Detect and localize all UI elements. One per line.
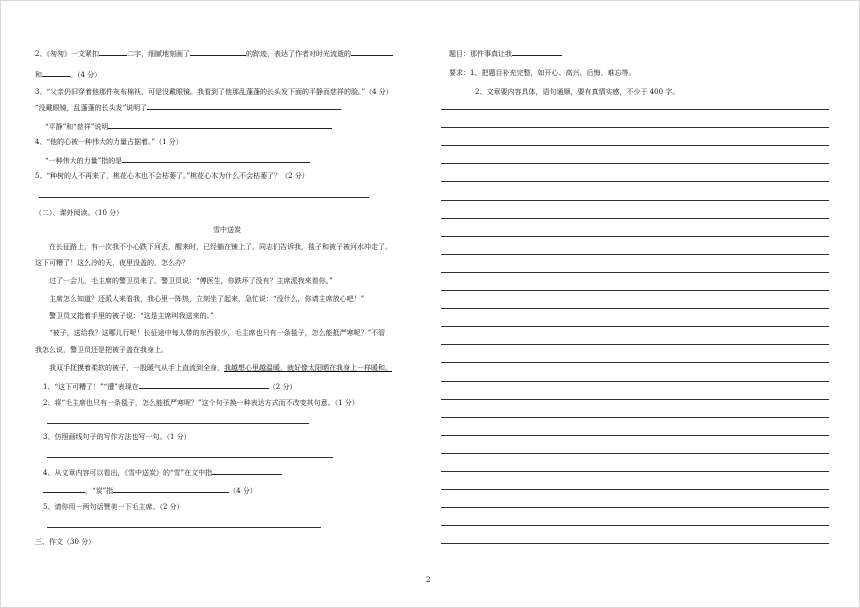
answer-line[interactable] (212, 467, 282, 475)
answer-line[interactable] (39, 197, 369, 198)
composition-line[interactable] (441, 543, 829, 544)
reading-question-4-cont: ，“炭”指 （4 分） (43, 485, 257, 496)
composition-line[interactable] (441, 200, 829, 201)
composition-line[interactable] (441, 471, 829, 472)
composition-line[interactable] (441, 399, 829, 400)
composition-line[interactable] (441, 272, 829, 273)
blank[interactable] (190, 48, 246, 56)
composition-line[interactable] (441, 489, 829, 490)
composition-line[interactable] (441, 254, 829, 255)
composition-requirement: 要求：1、把题目补充完整，如开心、高兴、后悔、难忘等。 (449, 69, 636, 77)
passage-paragraph: 过了一会儿，毛主席的警卫员来了。警卫员说：“傅医生，你跌坏了没有？主席派我来看你。” (49, 277, 333, 285)
composition-line[interactable] (441, 344, 829, 345)
passage-paragraph: 警卫员又指着手里的被子说：“这是主席叫我送来的。” (49, 312, 214, 320)
composition-line[interactable] (441, 290, 829, 291)
passage-paragraph: 在长征路上，有一次我不小心跌下河去，醒来时，已经躺在铺上了，同志们告诉我，毯子和被子被河水冲走了。 (49, 243, 392, 251)
answer-line[interactable] (43, 485, 85, 493)
answer-line[interactable] (47, 423, 309, 424)
underlined-sentence: 我越想心里越温暖，就好像太阳晒在我身上一样暖和。 (224, 364, 392, 372)
question-2: 2、《匆匆》一文紧扣 二字，细腻地刻画了 的踪迹，表达了作者对时光流逝的 (35, 48, 393, 59)
question-3b: “平静”和“慈祥”说明 (45, 121, 332, 132)
answer-line[interactable] (47, 527, 321, 528)
composition-line[interactable] (441, 308, 829, 309)
topic-blank[interactable] (512, 48, 562, 56)
composition-line[interactable] (441, 127, 829, 128)
composition-line[interactable] (441, 453, 829, 454)
passage-paragraph: “被子，送给我？这哪儿行呢！长征途中每人带的东西很少，毛主席也只有一条毯子，怎么能抵严寒呢？”不管 (49, 329, 386, 337)
answer-line[interactable] (108, 121, 332, 129)
reading-question-5: 5、请你用一两句话赞美一下毛主席。（2 分） (43, 503, 184, 511)
composition-line[interactable] (441, 435, 829, 436)
composition-line[interactable] (441, 163, 829, 164)
composition-requirement: 2、文章要内容具体，语句通顺，要有真情实感，不少于 400 字。 (475, 88, 680, 96)
page-number: 2 (426, 576, 431, 584)
answer-line[interactable] (122, 155, 310, 163)
passage-paragraph: 这下可糟了！这么冷的天，夜里没盖的，怎么办？ (35, 259, 189, 267)
section-heading: （二）、课外阅读。（10 分） (35, 209, 124, 217)
reading-question-2: 2、将“毛主席也只有一条毯子，怎么能抵严寒呢？”这个句子换一种表达方式而不改变其句意。（1 分） (43, 399, 359, 407)
answer-line[interactable] (139, 381, 269, 389)
question-3a: “没戴眼镜，乱蓬蓬的长头发”说明了 (35, 102, 341, 113)
section-heading: 三、作文（30 分） (35, 538, 96, 546)
composition-line[interactable] (441, 507, 829, 508)
reading-question-4: 4、从文章内容可以看出，《雪中送炭》的“雪”在文中指 (43, 467, 282, 478)
question-2-cont: 和 。（4 分） (35, 71, 102, 79)
blank[interactable] (351, 48, 393, 56)
answer-line[interactable] (113, 485, 229, 493)
question-5: 5、“种树的人不再来了，桃花心木也不会枯萎了。”桃花心木为什么不会枯萎了？（2 分） (35, 172, 309, 180)
reading-question-3: 3、仿照画线句子的写作方法也写一句。（1 分） (43, 433, 191, 441)
composition-line[interactable] (441, 326, 829, 327)
composition-line[interactable] (441, 381, 829, 382)
blank[interactable] (99, 48, 127, 56)
answer-line[interactable] (147, 102, 341, 110)
composition-line[interactable] (441, 362, 829, 363)
composition-line[interactable] (441, 525, 829, 526)
composition-topic: 题目：那件事真让我 (449, 48, 562, 59)
reading-question-1: 1、“这下可糟了！”“遭”表现在 （2 分） (43, 383, 297, 391)
blank[interactable] (42, 69, 70, 77)
passage-paragraph: 主席怎么知道？还派人来看我，我心里一阵热，立刻坐了起来，急忙说：“没什么，你请主席放心吧！” (49, 295, 365, 303)
passage-title: 雪中送炭 (213, 226, 241, 234)
composition-line[interactable] (441, 145, 829, 146)
composition-line[interactable] (441, 181, 829, 182)
question-3: 3、“父亲仍旧穿着他那件灰布棉袄，可是没戴眼镜。我看到了他那乱蓬蓬的长头发下面的平静而慈祥的脸。”（4 分） (35, 88, 393, 96)
composition-line[interactable] (441, 236, 829, 237)
answer-line[interactable] (47, 457, 333, 458)
composition-line[interactable] (441, 218, 829, 219)
passage-paragraph: 我怎么说，警卫员还是把被子盖在我身上。 (35, 346, 168, 354)
passage-paragraph: 我双手抚摸着柔软的被子，一股暖气从手上直流到全身，我越想心里越温暖，就好像太阳晒在我身上一样暖和。 (49, 364, 392, 372)
composition-line[interactable] (441, 417, 829, 418)
question-4: 4、“他的心被一种伟大的力量占据着。”（1 分） (35, 138, 183, 146)
question-4a: “一种伟大的力量”指的是 (45, 155, 310, 166)
composition-line[interactable] (441, 109, 829, 110)
